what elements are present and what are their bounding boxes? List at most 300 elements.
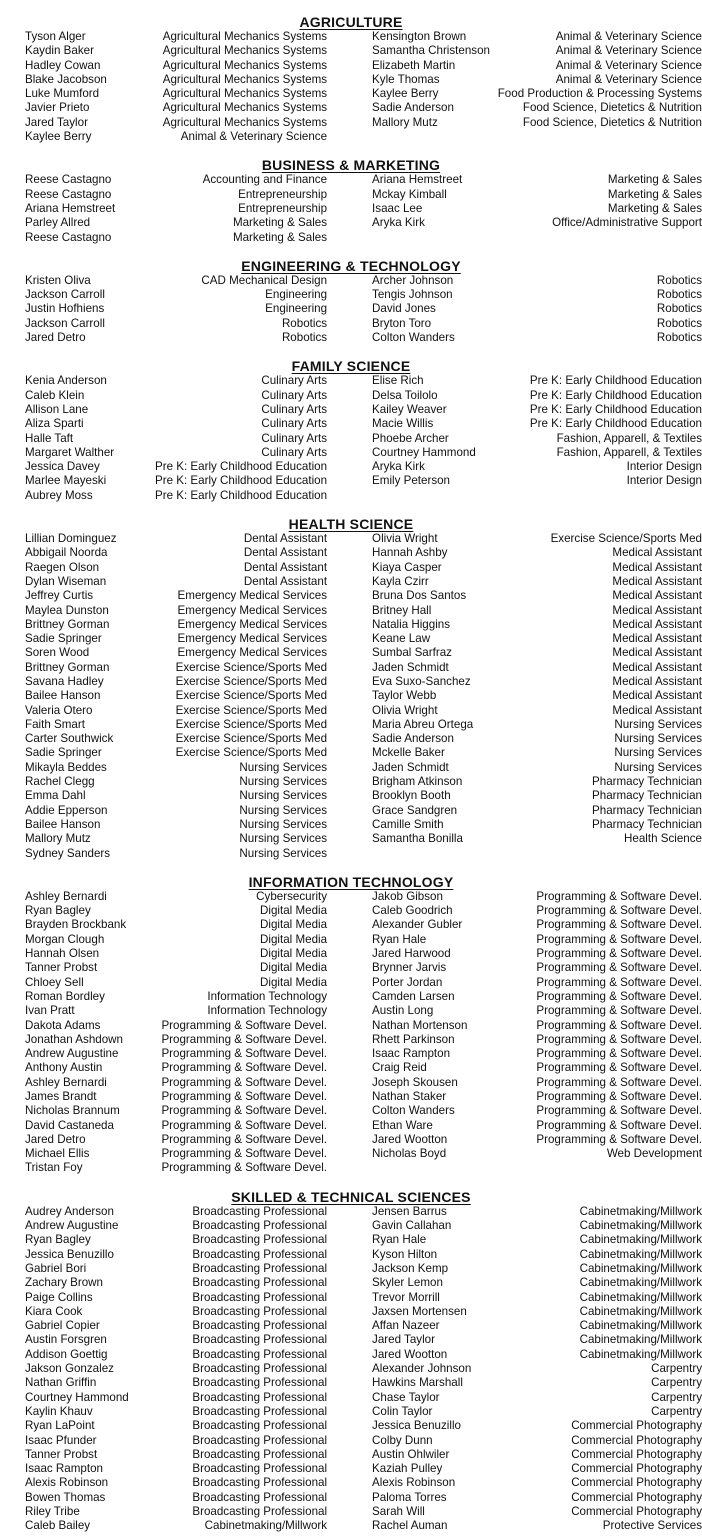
program-name: Cabinetmaking/Millwork (579, 1219, 702, 1233)
student-name: Ariana Hemstreet (372, 173, 463, 187)
student-name: Sarah Will (372, 1505, 425, 1519)
list-item (372, 961, 702, 975)
list-item (25, 1219, 327, 1233)
list-item (25, 101, 327, 115)
program-name: Cabinetmaking/Millwork (579, 1319, 702, 1333)
program-name: Digital Media (260, 975, 328, 989)
student-name: Colby Dunn (372, 1433, 433, 1447)
student-name: Austin Forsgren (25, 1333, 107, 1347)
section-business-and-marketing (0, 156, 702, 244)
program-name: Programming & Software Devel. (536, 932, 702, 946)
list-item (372, 302, 702, 316)
right-column (372, 532, 702, 861)
program-name: Commercial Photography (571, 1447, 702, 1461)
section-columns (0, 532, 702, 861)
section-columns (0, 890, 702, 1176)
student-name: Jonathan Ashdown (25, 1032, 123, 1046)
section-heading (0, 1188, 702, 1206)
student-name: Zachary Brown (25, 1276, 103, 1290)
list-item (372, 173, 702, 187)
student-name: Anthony Austin (25, 1061, 103, 1075)
program-name: Broadcasting Professional (192, 1261, 328, 1275)
list-item (372, 890, 702, 904)
program-name: Animal & Veterinary Science (555, 44, 702, 58)
list-item (25, 818, 327, 832)
program-name: Broadcasting Professional (192, 1505, 328, 1519)
list-item (25, 1090, 327, 1104)
program-name: Carpentry (651, 1390, 702, 1404)
list-item (25, 1405, 327, 1419)
list-item (25, 446, 327, 460)
program-name: Programming & Software Devel. (536, 1032, 702, 1046)
program-name: Cabinetmaking/Millwork (579, 1276, 702, 1290)
list-item (25, 1462, 327, 1476)
section-spacer (0, 144, 702, 156)
student-name: Chloey Sell (25, 975, 84, 989)
program-name: Animal & Veterinary Science (555, 58, 702, 72)
student-name: Emily Peterson (372, 474, 451, 488)
student-name: Nicholas Boyd (372, 1147, 447, 1161)
list-item (372, 288, 702, 302)
section-heading-text: INFORMATION TECHNOLOGY (248, 873, 454, 890)
student-name: Jackson Kemp (372, 1261, 449, 1275)
student-name: Sadie Springer (25, 746, 102, 760)
list-item (25, 1391, 327, 1405)
program-name: Programming & Software Devel. (161, 1132, 328, 1146)
student-name: Nathan Staker (372, 1090, 447, 1103)
student-name: David Castaneda (25, 1118, 114, 1132)
program-name: Animal & Veterinary Science (555, 30, 702, 43)
award-list-document (0, 13, 702, 1534)
list-item (372, 317, 702, 331)
student-name: Eva Suxo-Sanchez (372, 674, 471, 688)
program-name: Exercise Science/Sports Med (175, 689, 328, 703)
section-heading (0, 873, 702, 891)
section-engineering-and-technology (0, 257, 702, 345)
program-name: Exercise Science/Sports Med (175, 746, 328, 760)
program-name: Agricultural Mechanics Systems (162, 101, 328, 115)
list-item (25, 474, 327, 488)
list-item (372, 918, 702, 932)
student-name: Reese Castagno (25, 230, 112, 244)
student-name: Raegen Olson (25, 560, 100, 574)
student-name: Tanner Probst (25, 1447, 98, 1461)
student-name: Paloma Torres (372, 1490, 447, 1504)
section-heading (0, 257, 702, 275)
student-name: Andrew Augustine (25, 1047, 119, 1061)
student-name: Phoebe Archer (372, 431, 449, 445)
list-item (25, 302, 327, 316)
program-name: Programming & Software Devel. (161, 1018, 328, 1032)
program-name: Cabinetmaking/Millwork (579, 1261, 702, 1275)
program-name: Exercise Science/Sports Med (550, 532, 702, 546)
student-name: Kaylin Khauv (25, 1404, 93, 1418)
list-item (25, 575, 327, 589)
program-name: Cabinetmaking/Millwork (579, 1304, 702, 1318)
program-name: Engineering (265, 302, 328, 316)
student-name: Roman Bordley (25, 989, 105, 1003)
list-item (372, 1448, 702, 1462)
list-item (25, 1376, 327, 1390)
student-name: Reese Castagno (25, 173, 112, 187)
student-name: Gabriel Copier (25, 1319, 100, 1333)
student-name: Mckay Kimball (372, 187, 447, 201)
list-item (372, 44, 702, 58)
section-health-science (0, 515, 702, 861)
list-item (25, 116, 327, 130)
student-name: Samantha Christenson (372, 44, 490, 58)
list-item (25, 288, 327, 302)
section-columns (0, 274, 702, 345)
left-column (25, 532, 327, 861)
student-name: Alexis Robinson (25, 1476, 109, 1490)
list-item (372, 1276, 702, 1290)
program-name: Pharmacy Technician (592, 803, 702, 817)
student-name: Nathan Griffin (25, 1376, 97, 1390)
program-name: Medical Assistant (612, 617, 702, 631)
list-item (372, 1219, 702, 1233)
list-item (372, 546, 702, 560)
list-item (25, 1291, 327, 1305)
program-name: Pharmacy Technician (592, 775, 702, 789)
list-item (25, 1362, 327, 1376)
list-item (372, 1476, 702, 1490)
list-item (372, 1262, 702, 1276)
student-name: Abbigail Noorda (25, 546, 108, 560)
program-name: Dental Assistant (243, 532, 328, 546)
program-name: Broadcasting Professional (192, 1304, 328, 1318)
student-name: Jakson Gonzalez (25, 1362, 114, 1376)
program-name: Medical Assistant (612, 689, 702, 703)
program-name: Broadcasting Professional (192, 1390, 328, 1404)
list-item (372, 1033, 702, 1047)
program-name: Programming & Software Devel. (536, 947, 702, 961)
left-column (25, 890, 327, 1176)
student-name: Rachel Clegg (25, 775, 95, 789)
student-name: Blake Jacobson (25, 72, 107, 86)
program-name: Nursing Services (614, 732, 702, 746)
section-spacer (0, 345, 702, 357)
program-name: Broadcasting Professional (192, 1433, 328, 1447)
program-name: Entrepreneurship (238, 187, 328, 201)
list-item (372, 30, 702, 44)
program-name: Pre K: Early Childhood Education (154, 474, 328, 488)
program-name: Food Science, Dietetics & Nutrition (522, 101, 702, 115)
program-name: Programming & Software Devel. (161, 1147, 328, 1161)
list-item (25, 1491, 327, 1505)
list-item (25, 1047, 327, 1061)
student-name: Kristen Oliva (25, 273, 91, 287)
program-name: Programming & Software Devel. (536, 961, 702, 975)
program-name: Medical Assistant (612, 646, 702, 660)
list-item (25, 804, 327, 818)
student-name: Caleb Bailey (25, 1519, 91, 1533)
student-name: Brittney Gorman (25, 617, 110, 631)
student-name: Paige Collins (25, 1290, 93, 1304)
program-name: Robotics (656, 273, 702, 287)
student-name: Dylan Wiseman (25, 574, 107, 588)
student-name: Addie Epperson (25, 803, 108, 817)
student-name: Jeffrey Curtis (25, 589, 94, 603)
program-name: Cabinetmaking/Millwork (579, 1347, 702, 1361)
student-name: Jessica Davey (25, 460, 100, 474)
student-name: Brooklyn Booth (372, 789, 451, 803)
student-name: Sadie Springer (25, 632, 102, 646)
list-item (372, 646, 702, 660)
program-name: Emergency Medical Services (177, 589, 328, 603)
list-item (372, 1405, 702, 1419)
student-name: Carter Southwick (25, 732, 114, 746)
list-item (25, 1448, 327, 1462)
program-name: Culinary Arts (261, 374, 328, 388)
list-item (25, 1104, 327, 1118)
list-item (25, 87, 327, 101)
program-name: Exercise Science/Sports Med (175, 703, 328, 717)
student-name: Jared Wootton (372, 1132, 448, 1146)
student-name: Tristan Foy (25, 1161, 83, 1175)
list-item (372, 1305, 702, 1319)
student-name: Trevor Morrill (372, 1290, 440, 1304)
program-name: Marketing & Sales (232, 230, 328, 244)
student-name: Ashley Bernardi (25, 889, 107, 903)
program-name: Emergency Medical Services (177, 617, 328, 631)
student-name: Alexander Johnson (372, 1362, 472, 1376)
program-name: Medical Assistant (612, 560, 702, 574)
list-item (25, 947, 327, 961)
program-name: Marketing & Sales (232, 216, 328, 230)
student-name: Macie Willis (372, 417, 434, 431)
student-name: Kaylee Berry (372, 87, 439, 101)
right-column (372, 890, 702, 1176)
list-item (25, 1305, 327, 1319)
list-item (25, 532, 327, 546)
program-name: Emergency Medical Services (177, 646, 328, 660)
student-name: Ryan Bagley (25, 1233, 91, 1247)
list-item (25, 789, 327, 803)
list-item (25, 1233, 327, 1247)
program-name: Programming & Software Devel. (161, 1061, 328, 1075)
student-name: Tyson Alger (25, 30, 86, 43)
student-name: Bowen Thomas (25, 1490, 106, 1504)
section-columns (0, 30, 702, 144)
program-name: Programming & Software Devel. (536, 1118, 702, 1132)
left-column (25, 30, 327, 144)
program-name: Interior Design (626, 460, 702, 474)
left-column (25, 274, 327, 345)
list-item (372, 87, 702, 101)
list-item (25, 417, 327, 431)
student-name: Ivan Pratt (25, 1004, 75, 1018)
student-name: Ryan Bagley (25, 904, 91, 918)
student-name: Javier Prieto (25, 101, 90, 115)
list-item (25, 604, 327, 618)
student-name: Kiara Cook (25, 1304, 83, 1318)
list-item (25, 732, 327, 746)
section-columns (0, 374, 702, 503)
program-name: Programming & Software Devel. (161, 1075, 328, 1089)
program-name: Health Science (624, 832, 702, 846)
program-name: Cabinetmaking/Millwork (579, 1333, 702, 1347)
list-item (372, 661, 702, 675)
program-name: Commercial Photography (571, 1476, 702, 1490)
program-name: Broadcasting Professional (192, 1404, 328, 1418)
list-item (372, 1505, 702, 1519)
program-name: Protective Services (602, 1519, 702, 1533)
list-item (372, 1004, 702, 1018)
student-name: Faith Smart (25, 717, 85, 731)
program-name: Pre K: Early Childhood Education (154, 460, 328, 474)
student-name: Savana Hadley (25, 674, 104, 688)
list-item (372, 976, 702, 990)
program-name: Programming & Software Devel. (536, 1075, 702, 1089)
student-name: Audrey Anderson (25, 1204, 114, 1218)
section-family-science (0, 357, 702, 503)
student-name: Justin Hofhiens (25, 302, 105, 316)
list-item (372, 604, 702, 618)
list-item (25, 1004, 327, 1018)
student-name: Maylea Dunston (25, 603, 109, 617)
student-name: Courtney Hammond (372, 445, 476, 459)
list-item (25, 30, 327, 44)
student-name: Affan Nazeer (372, 1319, 440, 1333)
list-item (372, 1419, 702, 1433)
student-name: Brittney Gorman (25, 660, 110, 674)
list-item (25, 775, 327, 789)
program-name: Agricultural Mechanics Systems (162, 30, 328, 43)
student-name: Camden Larsen (372, 989, 455, 1003)
student-name: Keane Law (372, 632, 431, 646)
program-name: Pre K: Early Childhood Education (529, 417, 702, 431)
student-name: Kensington Brown (372, 30, 467, 43)
student-name: Kyson Hilton (372, 1247, 438, 1261)
student-name: Isaac Rampton (372, 1047, 451, 1061)
program-name: Medical Assistant (612, 703, 702, 717)
list-item (25, 1147, 327, 1161)
list-item (372, 1333, 702, 1347)
program-name: Digital Media (260, 947, 328, 961)
program-name: Dental Assistant (243, 546, 328, 560)
list-item (372, 990, 702, 1004)
section-heading (0, 156, 702, 174)
left-column (25, 173, 327, 244)
student-name: Gavin Callahan (372, 1219, 452, 1233)
student-name: Kiaya Casper (372, 560, 442, 574)
program-name: Web Development (606, 1147, 702, 1161)
program-name: Animal & Veterinary Science (555, 72, 702, 86)
program-name: Programming & Software Devel. (161, 1118, 328, 1132)
list-item (372, 618, 702, 632)
program-name: Broadcasting Professional (192, 1347, 328, 1361)
student-name: Bailee Hanson (25, 689, 101, 703)
program-name: CAD Mechanical Design (201, 273, 328, 287)
student-name: Gabriel Bori (25, 1261, 87, 1275)
list-item (25, 1476, 327, 1490)
list-item (25, 1133, 327, 1147)
program-name: Pre K: Early Childhood Education (529, 402, 702, 416)
student-name: Kaydin Baker (25, 44, 94, 58)
list-item (25, 933, 327, 947)
program-name: Programming & Software Devel. (161, 1047, 328, 1061)
section-skilled-and-technical-sciences (0, 1188, 702, 1534)
student-name: Joseph Skousen (372, 1075, 458, 1089)
student-name: Jared Taylor (25, 115, 88, 129)
student-name: Bailee Hanson (25, 817, 101, 831)
list-item (25, 618, 327, 632)
program-name: Programming & Software Devel. (161, 1161, 328, 1175)
program-name: Broadcasting Professional (192, 1462, 328, 1476)
student-name: Soren Wood (25, 646, 90, 660)
program-name: Programming & Software Devel. (536, 1018, 702, 1032)
student-name: Porter Jordan (372, 975, 443, 989)
program-name: Exercise Science/Sports Med (175, 674, 328, 688)
student-name: Jared Wootton (372, 1347, 448, 1361)
student-name: Ryan Hale (372, 932, 427, 946)
list-item (372, 216, 702, 230)
student-name: Colton Wanders (372, 1104, 455, 1118)
list-item (25, 403, 327, 417)
section-spacer (0, 503, 702, 515)
program-name: Programming & Software Devel. (536, 904, 702, 918)
section-heading (0, 13, 702, 31)
program-name: Agricultural Mechanics Systems (162, 58, 328, 72)
program-name: Nursing Services (239, 789, 328, 803)
list-item (25, 1061, 327, 1075)
list-item (25, 746, 327, 760)
list-item (372, 904, 702, 918)
program-name: Medical Assistant (612, 589, 702, 603)
list-item (25, 961, 327, 975)
list-item (372, 575, 702, 589)
list-item (372, 689, 702, 703)
student-name: Parley Allred (25, 216, 91, 230)
student-name: Luke Mumford (25, 87, 100, 101)
program-name: Programming & Software Devel. (536, 1004, 702, 1018)
program-name: Programming & Software Devel. (536, 989, 702, 1003)
program-name: Commercial Photography (571, 1419, 702, 1433)
section-heading-text: HEALTH SCIENCE (288, 516, 414, 533)
list-item (25, 1205, 327, 1219)
list-item (25, 904, 327, 918)
list-item (25, 890, 327, 904)
program-name: Broadcasting Professional (192, 1419, 328, 1433)
program-name: Marketing & Sales (607, 173, 702, 187)
list-item (25, 317, 327, 331)
list-item (25, 832, 327, 846)
list-item (25, 173, 327, 187)
program-name: Exercise Science/Sports Med (175, 732, 328, 746)
list-item (372, 704, 702, 718)
student-name: Mallory Mutz (25, 832, 91, 846)
list-item (372, 59, 702, 73)
program-name: Cabinetmaking/Millwork (579, 1290, 702, 1304)
student-name: Nathan Mortenson (372, 1018, 468, 1032)
student-name: Hannah Ashby (372, 546, 448, 560)
program-name: Dental Assistant (243, 574, 328, 588)
list-item (372, 775, 702, 789)
student-name: Ryan LaPoint (25, 1419, 95, 1433)
list-item (25, 1033, 327, 1047)
section-heading-text: SKILLED & TECHNICAL SCIENCES (231, 1188, 471, 1205)
program-name: Broadcasting Professional (192, 1447, 328, 1461)
list-item (25, 1248, 327, 1262)
student-name: Valeria Otero (25, 703, 93, 717)
program-name: Broadcasting Professional (192, 1204, 328, 1218)
program-name: Robotics (656, 288, 702, 302)
section-heading (0, 357, 702, 375)
list-item (372, 1104, 702, 1118)
student-name: Rhett Parkinson (372, 1032, 455, 1046)
student-name: Sydney Sanders (25, 846, 111, 860)
